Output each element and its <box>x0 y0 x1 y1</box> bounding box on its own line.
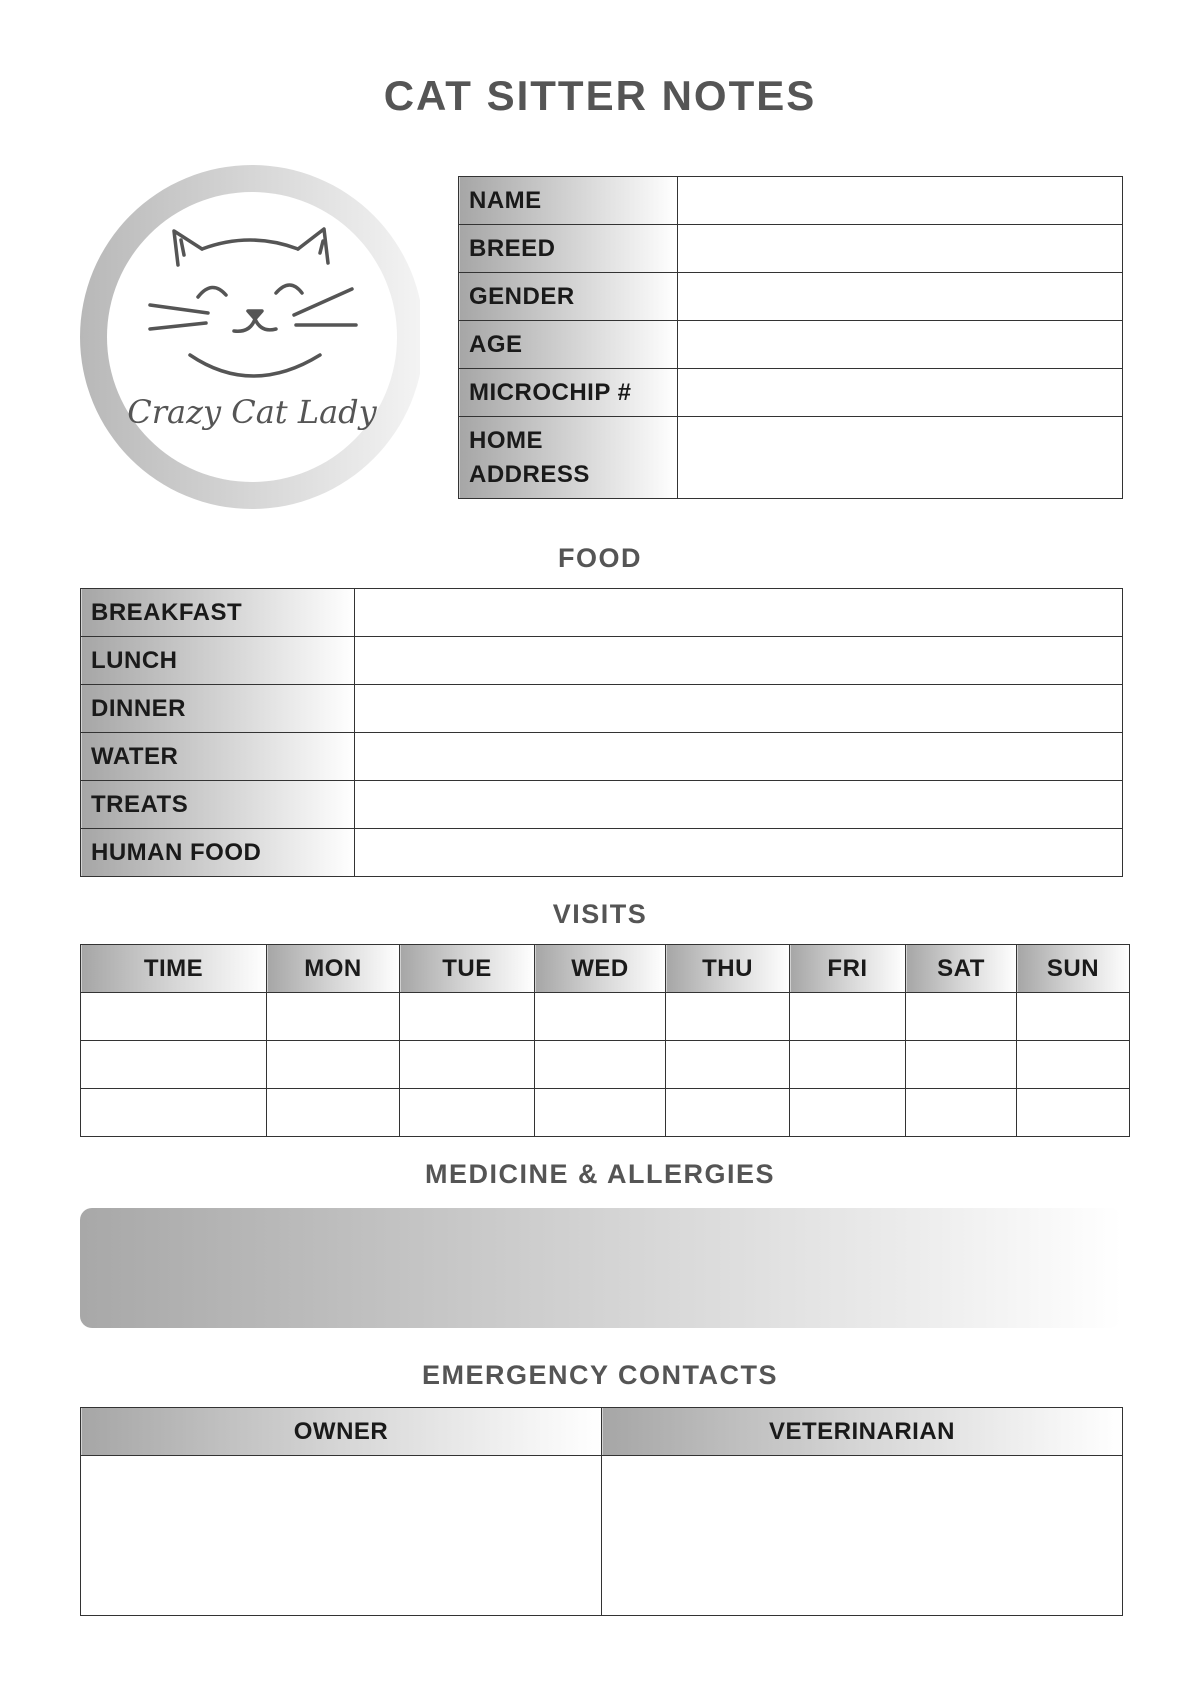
visit-time-cell[interactable] <box>81 1041 267 1089</box>
human-food-field[interactable] <box>355 829 1123 877</box>
visit-cell[interactable] <box>1017 1041 1130 1089</box>
water-field[interactable] <box>355 733 1123 781</box>
visit-cell[interactable] <box>790 1089 906 1137</box>
visits-heading: VISITS <box>552 899 648 929</box>
emergency-col-owner: OWNER <box>81 1408 602 1456</box>
visit-cell[interactable] <box>906 993 1017 1041</box>
visits-col-wed: WED <box>535 945 666 993</box>
pet-profile-table <box>458 176 1123 499</box>
veterinarian-contact-field[interactable] <box>602 1456 1123 1616</box>
profile-label-gender: GENDER <box>459 273 678 321</box>
visits-col-sat: SAT <box>906 945 1017 993</box>
profile-label-microchip: MICROCHIP # <box>459 369 678 417</box>
visit-cell[interactable] <box>267 993 400 1041</box>
visit-cell[interactable] <box>400 1089 535 1137</box>
home-address-line2: ADDRESS <box>469 460 590 488</box>
visit-cell[interactable] <box>535 1089 666 1137</box>
visits-row <box>81 993 1130 1041</box>
visit-time-cell[interactable] <box>81 1089 267 1137</box>
visits-col-sun: SUN <box>1017 945 1130 993</box>
food-table <box>80 588 1123 877</box>
visit-cell[interactable] <box>400 993 535 1041</box>
food-label-water: WATER <box>81 733 355 781</box>
profile-label-breed: BREED <box>459 225 678 273</box>
visits-col-time: TIME <box>81 945 267 993</box>
medicine-allergies-box[interactable] <box>80 1208 1122 1328</box>
visit-cell[interactable] <box>666 1089 790 1137</box>
visit-time-cell[interactable] <box>81 993 267 1041</box>
food-label-lunch: LUNCH <box>81 637 355 685</box>
microchip-field[interactable] <box>678 369 1123 417</box>
visit-cell[interactable] <box>666 993 790 1041</box>
emergency-contacts-table <box>80 1407 1123 1616</box>
visit-cell[interactable] <box>906 1089 1017 1137</box>
visits-row <box>81 1041 1130 1089</box>
treats-field[interactable] <box>355 781 1123 829</box>
home-address-field[interactable] <box>678 417 1123 499</box>
visits-table <box>80 944 1130 1137</box>
age-field[interactable] <box>678 321 1123 369</box>
visits-col-tue: TUE <box>400 945 535 993</box>
visit-cell[interactable] <box>1017 1089 1130 1137</box>
home-address-line1: HOME <box>469 426 543 454</box>
food-label-breakfast: BREAKFAST <box>81 589 355 637</box>
emergency-col-veterinarian: VETERINARIAN <box>602 1408 1123 1456</box>
profile-label-name: NAME <box>459 177 678 225</box>
visit-cell[interactable] <box>1017 993 1130 1041</box>
visit-cell[interactable] <box>790 993 906 1041</box>
breakfast-field[interactable] <box>355 589 1123 637</box>
visit-cell[interactable] <box>400 1041 535 1089</box>
profile-label-age: AGE <box>459 321 678 369</box>
visit-cell[interactable] <box>666 1041 790 1089</box>
food-label-treats: TREATS <box>81 781 355 829</box>
food-label-human-food: HUMAN FOOD <box>81 829 355 877</box>
visit-cell[interactable] <box>267 1089 400 1137</box>
visits-col-mon: MON <box>267 945 400 993</box>
owner-contact-field[interactable] <box>81 1456 602 1616</box>
medicine-heading: MEDICINE & ALLERGIES <box>424 1159 776 1189</box>
visit-cell[interactable] <box>906 1041 1017 1089</box>
gender-field[interactable] <box>678 273 1123 321</box>
page-title: CAT SITTER NOTES <box>383 72 817 119</box>
visits-col-thu: THU <box>666 945 790 993</box>
name-field[interactable] <box>678 177 1123 225</box>
visit-cell[interactable] <box>267 1041 400 1089</box>
visits-col-fri: FRI <box>790 945 906 993</box>
dinner-field[interactable] <box>355 685 1123 733</box>
visit-cell[interactable] <box>535 1041 666 1089</box>
visits-row <box>81 1089 1130 1137</box>
emergency-heading: EMERGENCY CONTACTS <box>421 1360 779 1390</box>
visit-cell[interactable] <box>535 993 666 1041</box>
profile-label-home-address <box>459 417 678 499</box>
food-heading: FOOD <box>558 543 642 573</box>
visit-cell[interactable] <box>790 1041 906 1089</box>
breed-field[interactable] <box>678 225 1123 273</box>
food-label-dinner: DINNER <box>81 685 355 733</box>
crazy-cat-lady-logo <box>80 165 420 510</box>
lunch-field[interactable] <box>355 637 1123 685</box>
logo-text: Crazy Cat Lady <box>127 393 377 431</box>
